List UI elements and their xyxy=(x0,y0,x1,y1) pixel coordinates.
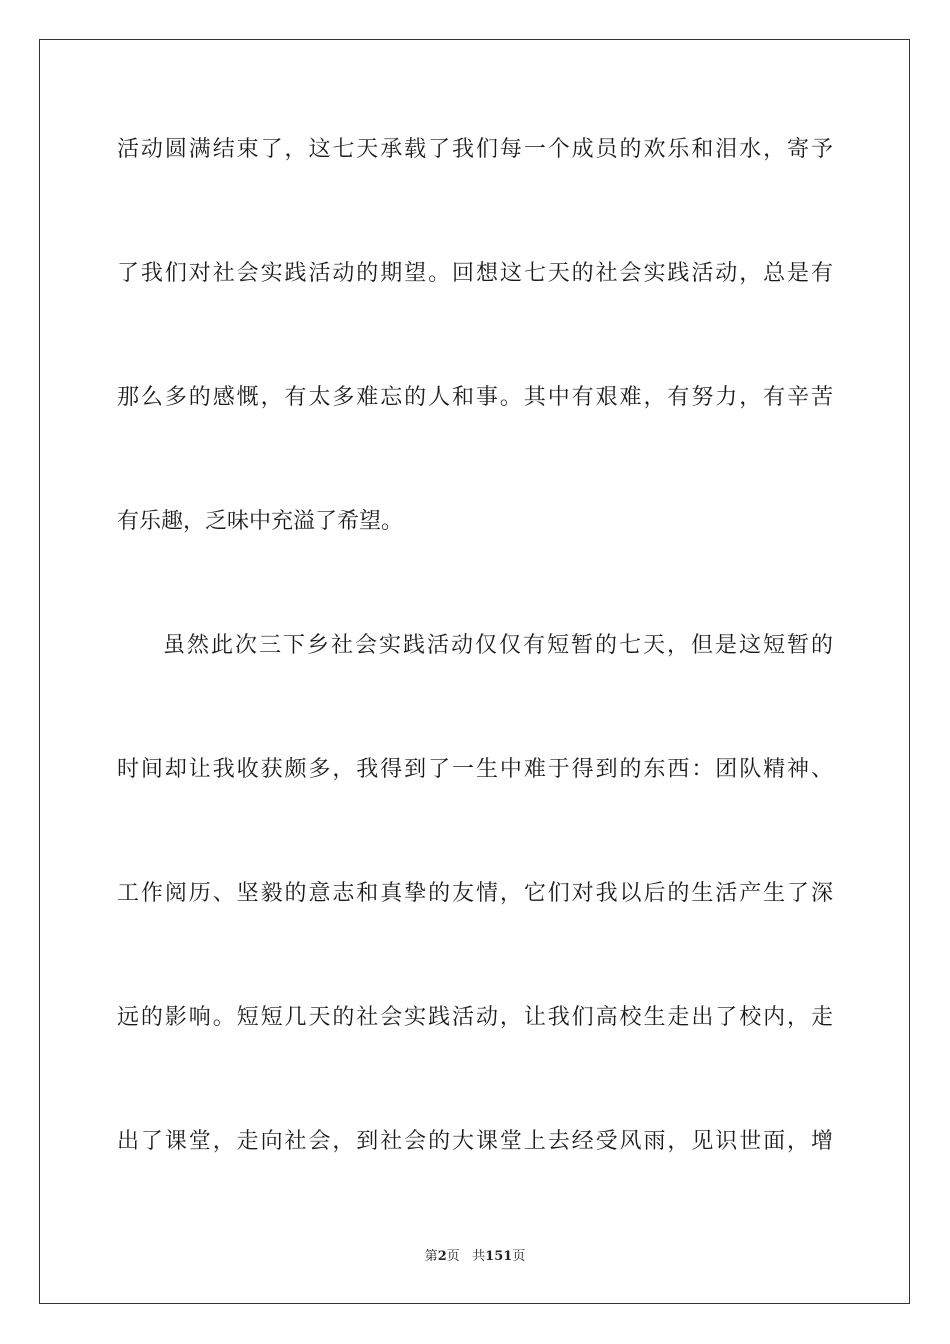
paragraph-1-line-2: 了我们对社会实践活动的期望。回想这七天的社会实践活动，总是有 xyxy=(117,261,833,286)
paragraph-2-line-1: 虽然此次三下乡社会实践活动仅仅有短暂的七天，但是这短暂的 xyxy=(163,633,833,658)
paragraph-1-line-3: 那么多的感慨，有太多难忘的人和事。其中有艰难，有努力，有辛苦 xyxy=(117,385,833,410)
page-number: 2 xyxy=(437,1249,447,1264)
paragraph-2-line-2: 时间却让我收获颇多，我得到了一生中难于得到的东西：团队精神、 xyxy=(117,757,833,782)
paragraph-2-line-4: 远的影响。短短几天的社会实践活动，让我们高校生走出了校内，走 xyxy=(117,1005,833,1030)
page-prefix: 第 xyxy=(424,1249,438,1264)
paragraph-2-line-3: 工作阅历、坚毅的意志和真挚的友情，它们对我以后的生活产生了深 xyxy=(117,881,833,906)
paragraph-1-line-1: 活动圆满结束了，这七天承载了我们每一个成员的欢乐和泪水，寄予 xyxy=(117,137,833,162)
page-footer xyxy=(0,1245,950,1264)
total-suffix: 页 xyxy=(512,1249,526,1264)
total-prefix: 共 xyxy=(472,1249,486,1264)
total-pages: 151 xyxy=(485,1249,513,1264)
page-suffix: 页 xyxy=(446,1249,460,1264)
paragraph-1-line-4: 有乐趣，乏味中充溢了希望。 xyxy=(117,509,404,534)
document-body xyxy=(117,126,833,1242)
paragraph-2-line-5: 出了课堂，走向社会，到社会的大课堂上去经受风雨，见识世面，增 xyxy=(117,1129,833,1154)
